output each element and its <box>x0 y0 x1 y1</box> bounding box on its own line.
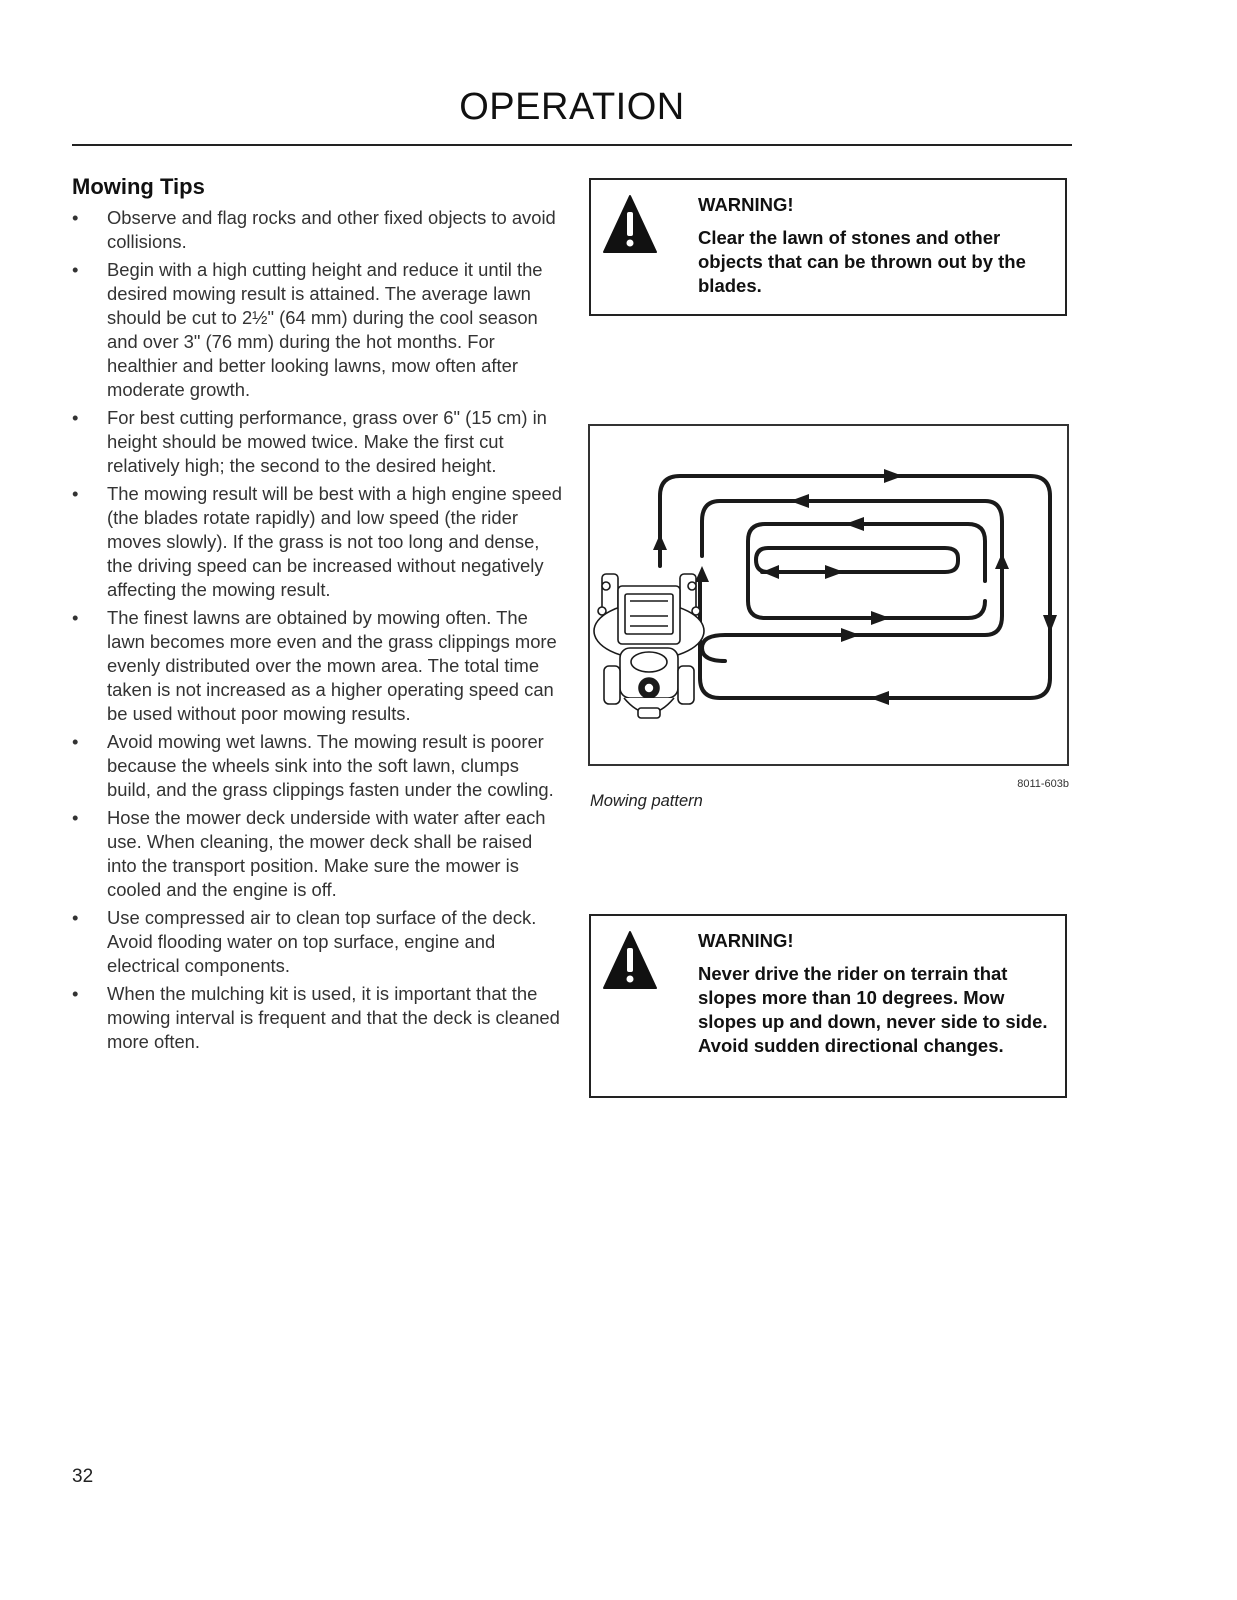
bullet: • <box>72 807 79 828</box>
outer-loop-path <box>660 476 1050 698</box>
arrow-right <box>841 628 860 642</box>
warning-body: Clear the lawn of stones and other objects that can be thrown out by the blades. <box>698 227 1026 296</box>
list-item <box>72 606 562 726</box>
warning-body: Never drive the rider on terrain that slopes more than 10 degrees. Mow slopes up and down, never side to side. Avoid sudden directional changes. <box>698 963 1048 1056</box>
warning-triangle-icon <box>602 930 658 990</box>
bullet: • <box>72 483 79 504</box>
list-item <box>72 730 562 802</box>
bullet: • <box>72 407 79 428</box>
arrow-left <box>762 565 779 579</box>
list-item <box>72 906 562 978</box>
figure-code: 8011-603b <box>1017 778 1069 790</box>
arrow-left <box>790 494 809 508</box>
warning-title: WARNING! <box>698 194 794 215</box>
bullet: • <box>72 731 79 752</box>
mowing-tips-section <box>72 174 562 1058</box>
riding-mower-icon <box>594 574 704 718</box>
page-header <box>72 80 1072 146</box>
tip-text: Avoid mowing wet lawns. The mowing result is poorer because the wheels sink into the soft lawn, clumps build, and the grass clippings fasten under the cowling. <box>107 731 554 800</box>
bullet: • <box>72 607 79 628</box>
arrow-up <box>695 566 709 582</box>
list-item <box>72 806 562 902</box>
arrow-left <box>845 517 864 531</box>
arrow-up <box>995 553 1009 569</box>
list-item <box>72 982 562 1054</box>
arrow-right <box>825 565 844 579</box>
inner-loop-path <box>756 548 958 572</box>
tip-text: For best cutting performance, grass over 6" (15 cm) in height should be mowed twice. Make the first cut relatively high; the second to the desired height. <box>107 407 547 476</box>
arrow-right <box>871 611 890 625</box>
list-item <box>72 206 562 254</box>
warning-triangle-icon <box>602 194 658 254</box>
bullet: • <box>72 207 79 228</box>
mowing-pattern-figure <box>588 424 1069 766</box>
bullet: • <box>72 259 79 280</box>
section-heading: Mowing Tips <box>72 174 205 199</box>
list-item <box>72 482 562 602</box>
arrow-left <box>870 691 889 705</box>
bullet: • <box>72 907 79 928</box>
list-item <box>72 406 562 478</box>
tip-text: Begin with a high cutting height and reduce it until the desired mowing result is attained. The average lawn should be cut to 2½" (64 mm) during the cool season and over 3" (76 mm) during the hot months. For healthier and better looking lawns, mow often after moderate growth. <box>107 259 543 400</box>
arrow-down <box>1043 615 1057 633</box>
tip-text: When the mulching kit is used, it is important that the mowing interval is frequent and that the deck is cleaned more often. <box>107 983 560 1052</box>
warning-title: WARNING! <box>698 930 794 951</box>
figure-caption: Mowing pattern <box>590 792 703 810</box>
tip-text: Hose the mower deck underside with water after each use. When cleaning, the mower deck shall be raised into the transport position. Make sure the mower is cooled and the engine is off. <box>107 807 546 900</box>
tip-text: The mowing result will be best with a high engine speed (the blades rotate rapidly) and low speed (the rider moves slowly). If the grass is not too long and dense, the driving speed can be increased without negatively affecting the mowing result. <box>107 483 562 600</box>
list-item <box>72 258 562 402</box>
page-title: OPERATION <box>459 86 685 128</box>
arrow-right <box>884 469 903 483</box>
tip-text: Observe and flag rocks and other fixed objects to avoid collisions. <box>107 207 556 252</box>
mowing-pattern-diagram <box>590 426 1071 768</box>
arrow-up <box>653 534 667 550</box>
tips-list <box>72 206 562 1054</box>
warning-box-stones <box>589 178 1067 316</box>
tip-text: The finest lawns are obtained by mowing often. The lawn becomes more even and the grass clippings more evenly distributed over the mown area. The total time taken is not increased as a higher operating speed can be used without poor mowing results. <box>107 607 557 724</box>
page-number: 32 <box>72 1466 94 1487</box>
tip-text: Use compressed air to clean top surface of the deck. Avoid flooding water on top surface, engine and electrical components. <box>107 907 537 976</box>
warning-box-slopes <box>589 914 1067 1098</box>
bullet: • <box>72 983 79 1004</box>
